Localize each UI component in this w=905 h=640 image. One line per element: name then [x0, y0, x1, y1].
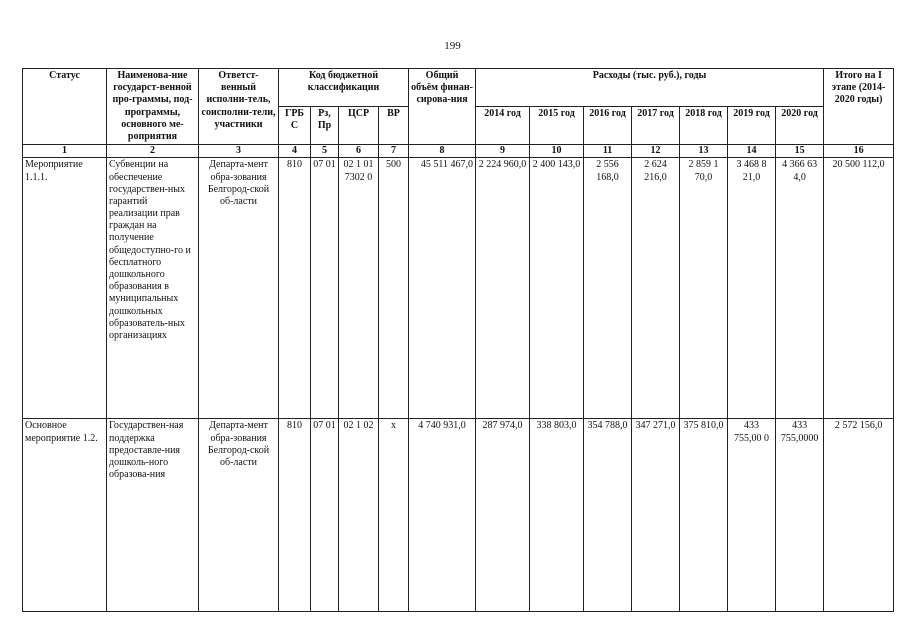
- header-grbs: ГРБ С: [279, 107, 311, 145]
- column-number: 10: [530, 145, 584, 158]
- column-number: 15: [776, 145, 824, 158]
- row-grbs: 810: [279, 158, 311, 419]
- row-year-2014: 287 974,0: [476, 419, 530, 612]
- header-row-top: [23, 69, 894, 107]
- row-year-2019: 3 468 8 21,0: [728, 158, 776, 419]
- page-number: 199: [444, 40, 461, 52]
- row-year-2016: 2 556 168,0: [584, 158, 632, 419]
- header-vr: ВР: [379, 107, 409, 145]
- header-year-2014: 2014 год: [476, 107, 530, 145]
- row-rzpr: 07 01: [311, 419, 339, 612]
- column-number: 3: [199, 145, 279, 158]
- header-year-2016: 2016 год: [584, 107, 632, 145]
- column-number: 2: [107, 145, 199, 158]
- header-year-2015: 2015 год: [530, 107, 584, 145]
- column-number-row: [23, 145, 894, 158]
- row-responsible: Департа-мент обра-зования Белгород-ской об-ласти: [199, 419, 279, 612]
- column-number: 6: [339, 145, 379, 158]
- row-year-2018: 2 859 1 70,0: [680, 158, 728, 419]
- column-number: 5: [311, 145, 339, 158]
- row-year-2020: 4 366 63 4,0: [776, 158, 824, 419]
- budget-table: [22, 68, 894, 612]
- header-rzpr: Рз, Пр: [311, 107, 339, 145]
- column-number: 8: [409, 145, 476, 158]
- row-year-2014: 2 224 960,0: [476, 158, 530, 419]
- row-name: Субвенции на обеспечение государствен-ных гарантий реализации прав граждан на получение общедоступно-го и бесплатного дошкольного образования в муниципальных дошкольных образователь-ных организациях: [107, 158, 199, 419]
- header-stage-total: Итого на I этапе (2014-2020 годы): [824, 69, 894, 145]
- row-year-2016: 354 788,0: [584, 419, 632, 612]
- header-responsible: Ответст-венный исполни-тель, соисполни-тели, участники: [199, 69, 279, 145]
- row-vr: 500: [379, 158, 409, 419]
- column-number: 9: [476, 145, 530, 158]
- row-year-2015: 338 803,0: [530, 419, 584, 612]
- row-year-2018: 375 810,0: [680, 419, 728, 612]
- header-budget-code: Код бюджетной классификации: [279, 69, 409, 107]
- header-year-2019: 2019 год: [728, 107, 776, 145]
- column-number: 7: [379, 145, 409, 158]
- row-responsible: Департа-мент обра-зования Белгород-ской об-ласти: [199, 158, 279, 419]
- header-year-2017: 2017 год: [632, 107, 680, 145]
- column-number: 1: [23, 145, 107, 158]
- row-year-2017: 347 271,0: [632, 419, 680, 612]
- row-grbs: 810: [279, 419, 311, 612]
- table-row: [23, 158, 894, 419]
- row-total: 4 740 931,0: [409, 419, 476, 612]
- row-stage-total: 20 500 112,0: [824, 158, 894, 419]
- header-name: Наименова-ние государст-венной про-граммы, под-программы, основного ме-роприятия: [107, 69, 199, 145]
- row-year-2020: 433 755,0000: [776, 419, 824, 612]
- table-row: [23, 419, 894, 612]
- row-stage-total: 2 572 156,0: [824, 419, 894, 612]
- header-status: Статус: [23, 69, 107, 145]
- row-year-2017: 2 624 216,0: [632, 158, 680, 419]
- header-total-volume: Общий объём финан-сирова-ния: [409, 69, 476, 145]
- row-vr: х: [379, 419, 409, 612]
- column-number: 12: [632, 145, 680, 158]
- row-name: Государствен-ная поддержка предоставле-ния дошколь-ного образова-ния: [107, 419, 199, 612]
- header-year-2018: 2018 год: [680, 107, 728, 145]
- row-rzpr: 07 01: [311, 158, 339, 419]
- column-number: 16: [824, 145, 894, 158]
- column-number: 14: [728, 145, 776, 158]
- row-csr: 02 1 02: [339, 419, 379, 612]
- header-csr: ЦСР: [339, 107, 379, 145]
- row-status: Мероприятие 1.1.1.: [23, 158, 107, 419]
- column-number: 13: [680, 145, 728, 158]
- header-year-2020: 2020 год: [776, 107, 824, 145]
- row-csr: 02 1 01 7302 0: [339, 158, 379, 419]
- row-status: Основное мероприятие 1.2.: [23, 419, 107, 612]
- column-number: 4: [279, 145, 311, 158]
- row-total: 45 511 467,0: [409, 158, 476, 419]
- row-year-2015: 2 400 143,0: [530, 158, 584, 419]
- column-number: 11: [584, 145, 632, 158]
- header-expenses: Расходы (тыс. руб.), годы: [476, 69, 824, 107]
- row-year-2019: 433 755,00 0: [728, 419, 776, 612]
